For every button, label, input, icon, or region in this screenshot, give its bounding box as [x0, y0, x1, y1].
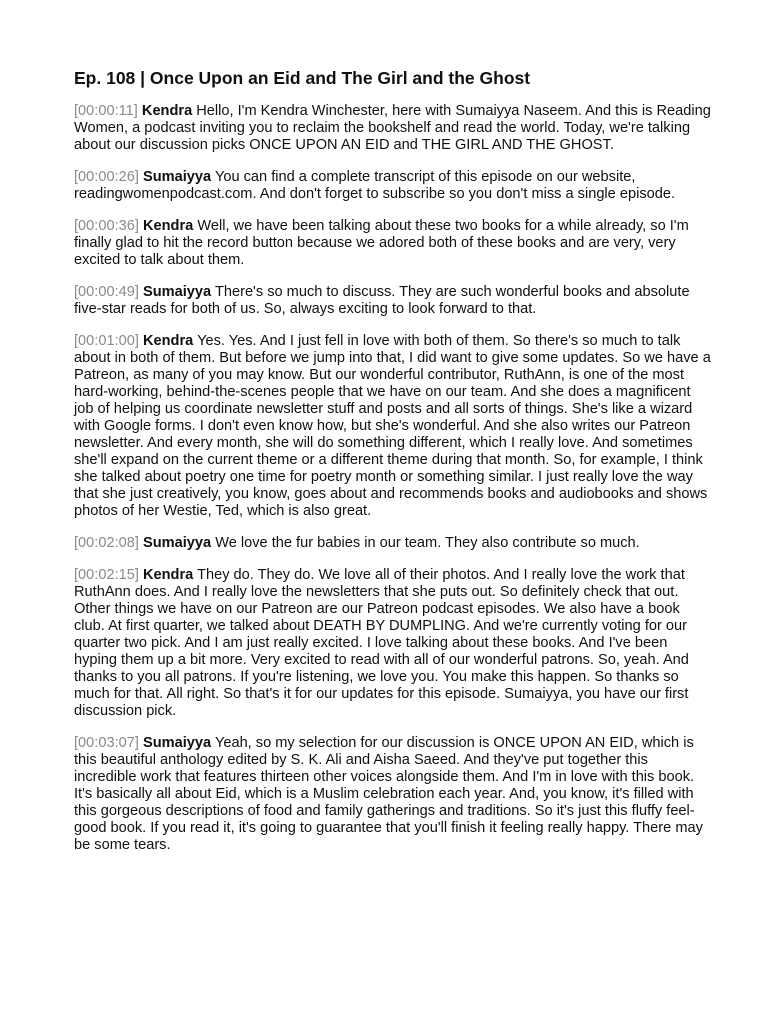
- speaker-name: Kendra: [142, 567, 194, 583]
- transcript-page: [74, 66, 714, 869]
- timestamp: [00:00:36]: [74, 218, 139, 234]
- entry-text: Hello, I'm Kendra Winchester, here with Sumaiyya Naseem. And this is Reading Women, a podcast inviting you to reclaim the bookshelf and read the world. Today, we're talking about our discussion picks ONCE UPON AN EID and THE GIRL AND THE GHOST.: [74, 103, 711, 153]
- entry-text: We love the fur babies in our team. They also contribute so much.: [215, 535, 640, 551]
- transcript-entry: [74, 169, 714, 203]
- episode-title: Ep. 108 | Once Upon an Eid and The Girl and the Ghost: [74, 68, 531, 88]
- entry-text: You can find a complete transcript of this episode on our website, readingwomenpodcast.com. And don't forget to subscribe so you don't miss a single episode.: [74, 169, 676, 202]
- timestamp: [00:03:07]: [74, 735, 139, 751]
- speaker-name: Sumaiyya: [142, 169, 212, 185]
- timestamp: [00:00:26]: [74, 169, 139, 185]
- timestamp: [00:02:08]: [74, 535, 139, 551]
- transcript-entry: [74, 333, 714, 520]
- transcript-entry: [74, 567, 714, 720]
- speaker-name: Sumaiyya: [142, 735, 212, 751]
- transcript-entry: [74, 535, 714, 552]
- timestamp: [00:01:00]: [74, 333, 139, 349]
- transcript-entry: [74, 218, 714, 269]
- speaker-name: Sumaiyya: [142, 284, 212, 300]
- timestamp: [00:00:11]: [74, 103, 138, 119]
- entry-text: Yeah, so my selection for our discussion is ONCE UPON AN EID, which is this beautiful anthology edited by S. K. Ali and Aisha Saeed. And they've put together this incredible work that features thirteen other voices alongside them. And I'm in love with this book. It's basically all about Eid, which is a Muslim celebration each year. And, you know, it's filled with this gorgeous descriptions of food and family gatherings and traditions. So it's just this fluffy feel-good book. If you read it, it's going to guarantee that you'll finish it feeling really happy. There may be some tears.: [74, 735, 703, 853]
- speaker-name: Kendra: [142, 333, 194, 349]
- transcript-entry: [74, 735, 714, 854]
- speaker-name: Kendra: [142, 218, 194, 234]
- entry-text: Yes. Yes. And I just fell in love with both of them. So there's so much to talk about in both of them. But before we jump into that, I did want to give some updates. So we have a Patreon, as many of you may know. But our wonderful contributor, RuthAnn, is one of the most hard-working, behind-the-scenes people that we have on our team. And she does a magnificent job of helping us coordinate newsletter stuff and posts and all sorts of things. She's like a wizard with Google forms. I don't even know how, but she's wonderful. And she also writes our Patreon newsletter. And every month, she will do something different, which I really love. And sometimes she'll expand on the current theme or a different theme during that month. So, for example, I think she talked about poetry one time for poetry month or something similar. I just really love the way that she just creatively, you know, goes about and recommends books and audiobooks and shows photos of her Westie, Ted, which is also great.: [74, 333, 711, 519]
- entry-text: They do. They do. We love all of their photos. And I really love the work that RuthAnn does. And I really love the newsletters that she puts out. So definitely check that out. Other things we have on our Patreon are our Patreon podcast episodes. We also have a book club. At first quarter, we talked about DEATH BY DUMPLING. And we're currently voting for our quarter two pick. And I am just really excited. I love talking about these books. And I've been hyping them up a bit more. Very excited to read with all of our wonderful patrons. So, yeah. And thanks to you all patrons. If you're listening, we love you. You make this happen. So thanks so much for that. All right. So that's it for our updates for this episode. Sumaiyya, you have our first discussion pick.: [74, 567, 689, 719]
- transcript-entry: [74, 284, 714, 318]
- entry-text: Well, we have been talking about these two books for a while already, so I'm finally glad to hit the record button because we adored both of these books and are very, very excited to talk about them.: [74, 218, 689, 268]
- timestamp: [00:00:49]: [74, 284, 139, 300]
- transcript-entry: [74, 103, 714, 154]
- entry-text: There's so much to discuss. They are such wonderful books and absolute five-star reads for both of us. So, always exciting to look forward to that.: [74, 284, 690, 317]
- speaker-name: Kendra: [141, 103, 193, 119]
- timestamp: [00:02:15]: [74, 567, 139, 583]
- speaker-name: Sumaiyya: [142, 535, 212, 551]
